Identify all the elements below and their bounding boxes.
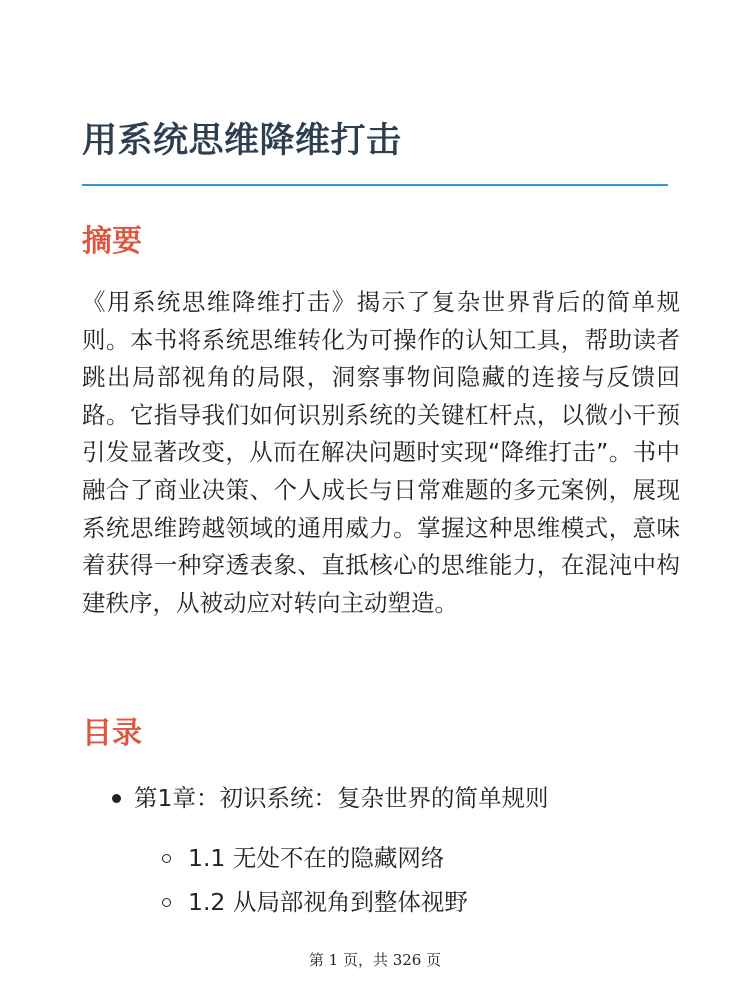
summary-paragraph: 《用系统思维降维打击》揭示了复杂世界背后的简单规则。本书将系统思维转化为可操作的认知工具，帮助读者跳出局部视角的局限，洞察事物间隐藏的连接与反馈回路。它指导我们如何识别系统的关键杠杆点，以微小干预引发显著改变，从而在解决问题时实现“降维打击”。书中融合了商业决策、个人成长与日常难题的多元案例，展现系统思维跨越领域的通用威力。掌握这种思维模式，意味着获得一种穿透表象、直抵核心的思维能力，在混沌中构建秩序，从被动应对转向主动塑造。 (82, 288, 680, 617)
title-divider (82, 184, 668, 186)
toc-item-label: 1.2 从局部视角到整体视野 (188, 888, 468, 916)
bullet-circle-icon (162, 898, 171, 907)
page-number-footer: 第 1 页，共 326 页 (308, 951, 442, 969)
toc-item-label: 1.1 无处不在的隐藏网络 (188, 844, 445, 872)
bullet-disc-icon (112, 794, 121, 803)
toc-item-section-1-1[interactable] (0, 838, 750, 878)
toc-item-section-1-2[interactable] (0, 882, 750, 922)
toc-item-chapter-1[interactable] (0, 778, 750, 818)
toc-heading: 目录 (82, 716, 142, 751)
summary-heading: 摘要 (82, 224, 142, 259)
toc-list (0, 778, 750, 926)
toc-item-label: 第1章：初识系统：复杂世界的简单规则 (134, 784, 549, 812)
book-title: 用系统思维降维打击 (82, 121, 402, 161)
bullet-circle-icon (162, 854, 171, 863)
